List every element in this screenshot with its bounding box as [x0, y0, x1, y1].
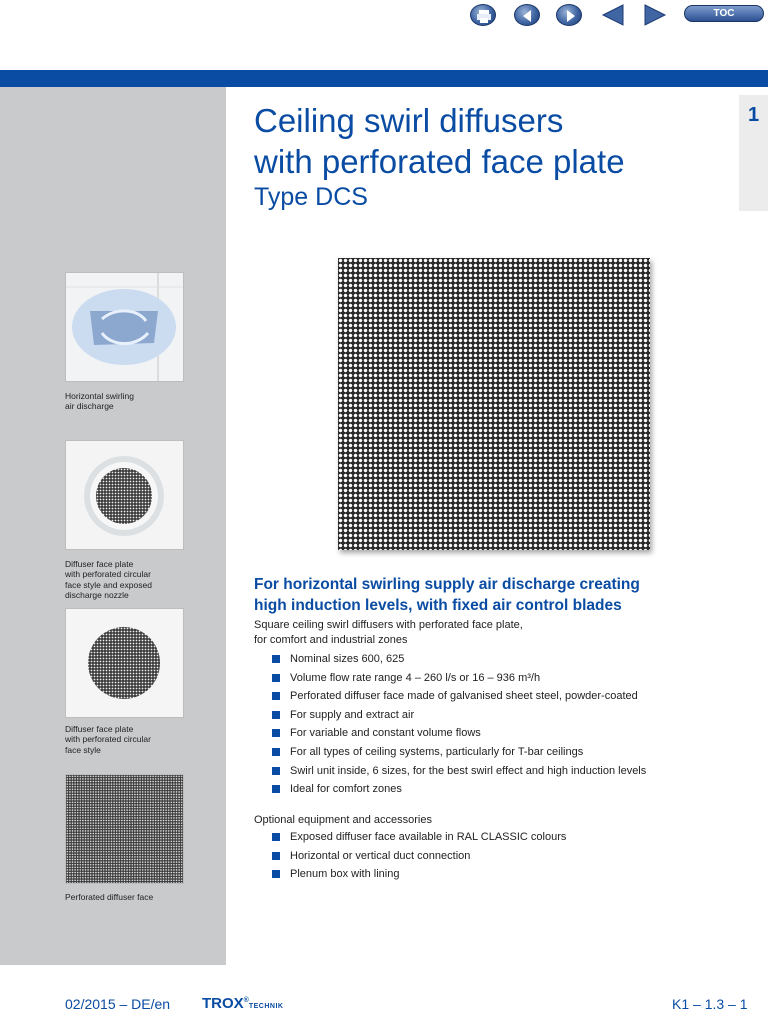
navigation-toolbar	[0, 0, 768, 70]
title-line-1: Ceiling swirl diffusers	[254, 102, 564, 139]
list-item: Horizontal or vertical duct connection	[272, 849, 566, 868]
thumb-circular-nozzle	[65, 440, 184, 550]
trox-logo: TROX®TECHNIK	[202, 995, 284, 1012]
list-item: For supply and extract air	[272, 708, 646, 727]
forward-circle-icon[interactable]	[556, 4, 582, 26]
optional-heading: Optional equipment and accessories	[254, 814, 432, 826]
chapter-number: 1	[747, 104, 760, 126]
caption-circular-face: Diffuser face plate with perforated circular face style	[65, 724, 151, 755]
intro-text: Square ceiling swirl diffusers with perforated face plate, for comfort and industrial zones	[254, 619, 523, 646]
page-title	[254, 100, 625, 182]
footer-date: 02/2015 – DE/en	[65, 996, 171, 1012]
list-item: Exposed diffuser face available in RAL CLASSIC colours	[272, 830, 566, 849]
thumb-swirl-discharge	[65, 272, 184, 382]
thumb-perforated-face	[65, 774, 184, 884]
optional-list	[272, 830, 566, 886]
title-line-2: with perforated face plate	[254, 143, 625, 180]
list-item: For all types of ceiling systems, particularly for T-bar ceilings	[272, 745, 646, 764]
caption-perforated-face: Perforated diffuser face	[65, 892, 154, 902]
toc-button[interactable]: TOC	[684, 5, 764, 22]
caption-swirl-discharge: Horizontal swirling air discharge	[65, 391, 134, 412]
page-number: K1 – 1.3 – 1	[672, 996, 748, 1012]
list-item: Swirl unit inside, 6 sizes, for the best swirl effect and high induction levels	[272, 764, 646, 783]
previous-page-icon[interactable]	[600, 3, 626, 32]
next-page-icon[interactable]	[642, 3, 668, 32]
header-rule	[0, 70, 768, 87]
perforated-plate-image	[338, 258, 650, 550]
list-item: Volume flow rate range 4 – 260 l/s or 16 – 936 m³/h	[272, 671, 646, 690]
list-item: Perforated diffuser face made of galvanised sheet steel, powder-coated	[272, 689, 646, 708]
feature-list	[272, 652, 646, 801]
print-icon[interactable]	[470, 4, 496, 26]
list-item: Ideal for comfort zones	[272, 782, 646, 801]
back-circle-icon[interactable]	[514, 4, 540, 26]
list-item: For variable and constant volume flows	[272, 726, 646, 745]
product-type: Type DCS	[254, 183, 368, 211]
feature-headline: For horizontal swirling supply air discharge creating high induction levels, with fixed air control blades	[254, 576, 640, 614]
list-item: Plenum box with lining	[272, 867, 566, 886]
caption-circular-nozzle: Diffuser face plate with perforated circular face style and exposed discharge nozzle	[65, 559, 152, 600]
thumb-circular-face	[65, 608, 184, 718]
list-item: Nominal sizes 600, 625	[272, 652, 646, 671]
